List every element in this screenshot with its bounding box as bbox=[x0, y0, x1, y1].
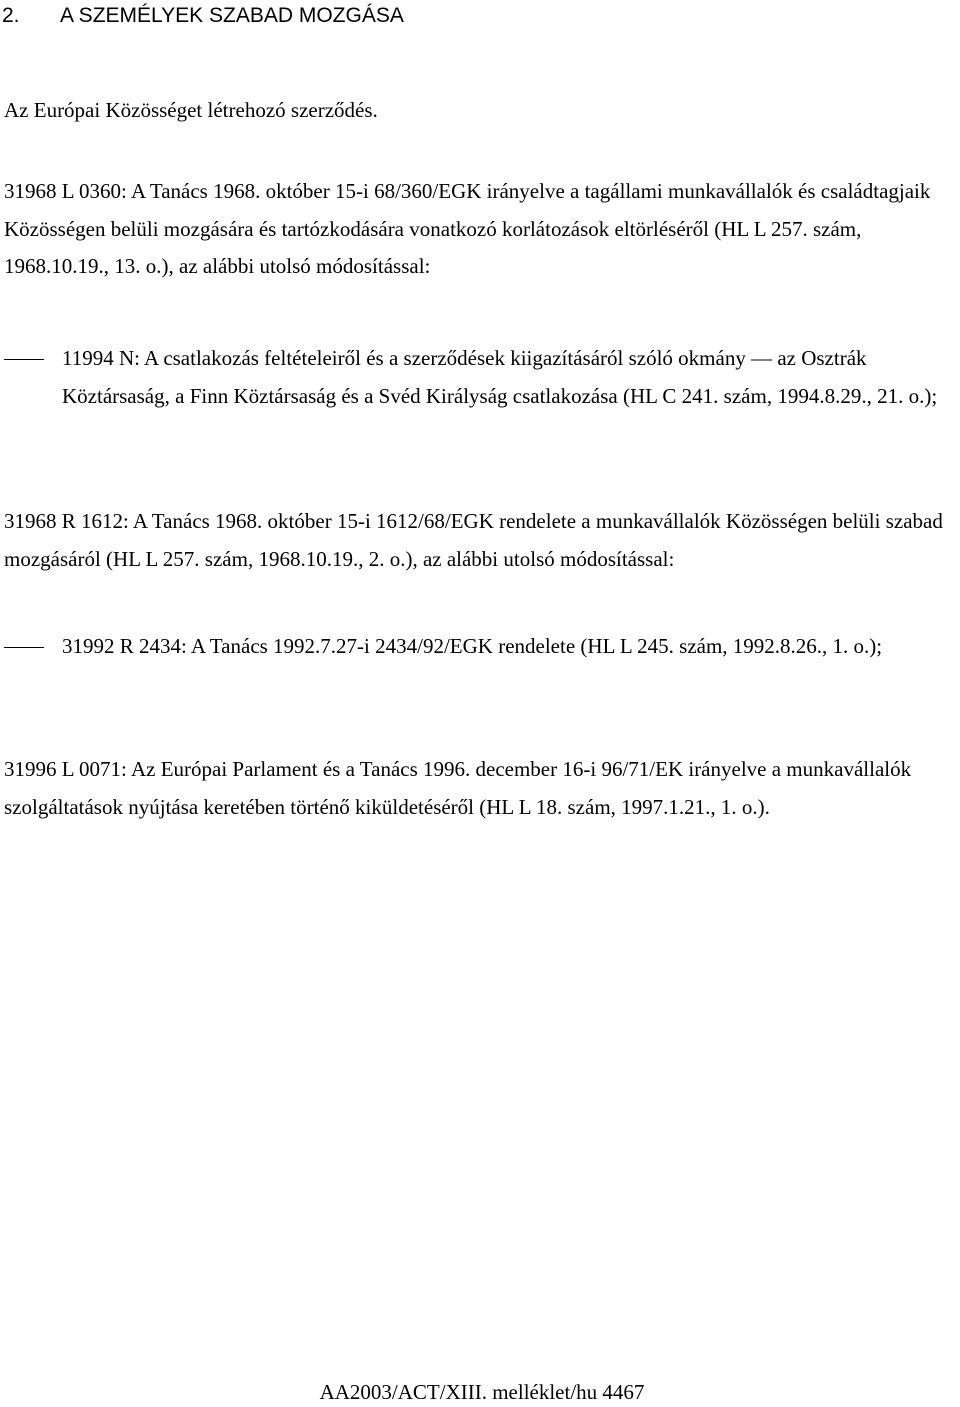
amendment-text: 31992 R 2434: A Tanács 1992.7.27-i 2434/92/EGK rendelete (HL L 245. szám, 1992.8.26., 1. o.); bbox=[62, 634, 883, 658]
dash-bullet bbox=[4, 340, 44, 378]
section-title: A SZEMÉLYEK SZABAD MOZGÁSA bbox=[60, 4, 404, 27]
amendment-item bbox=[4, 340, 956, 415]
amendment-text: 11994 N: A csatlakozás feltételeiről és a szerződések kiigazításáról szóló okmány — az Osztrák Köztársaság, a Finn Köztársaság és a Svéd Királyság csatlakozása (HL C 241. szám, 1994.8.29., 21. o.); bbox=[62, 346, 938, 408]
directive-1996-paragraph: 31996 L 0071: Az Európai Parlament és a Tanács 1996. december 16-i 96/71/EK irányelve a munkavállalók szolgáltatások nyújtása keretében történő kiküldetéséről (HL L 18. szám, 1997.1.21., 1. o.). bbox=[4, 757, 912, 819]
amendment-item bbox=[4, 628, 904, 666]
page-footer: AA2003/ACT/XIII. melléklet/hu 4467 bbox=[319, 1380, 645, 1404]
directive-1968-paragraph: 31968 L 0360: A Tanács 1968. október 15-i 68/360/EGK irányelve a tagállami munkavállalók és családtagjaik Közösségen belüli mozgására és tartózkodására vonatkozó korlátozások eltörléséről (HL L 257. szám, 1968.10.19., 13. o.), az alábbi utolsó módosítással: bbox=[4, 179, 931, 278]
treaty-paragraph: Az Európai Közösséget létrehozó szerződés. bbox=[4, 98, 378, 122]
regulation-1968-paragraph: 31968 R 1612: A Tanács 1968. október 15-i 1612/68/EGK rendelete a munkavállalók Közösségen belüli szabad mozgásáról (HL L 257. szám, 1968.10.19., 2. o.), az alábbi utolsó módosítással: bbox=[4, 509, 943, 571]
section-number: 2. bbox=[2, 4, 20, 27]
section-heading bbox=[2, 4, 404, 28]
dash-bullet bbox=[4, 628, 44, 666]
